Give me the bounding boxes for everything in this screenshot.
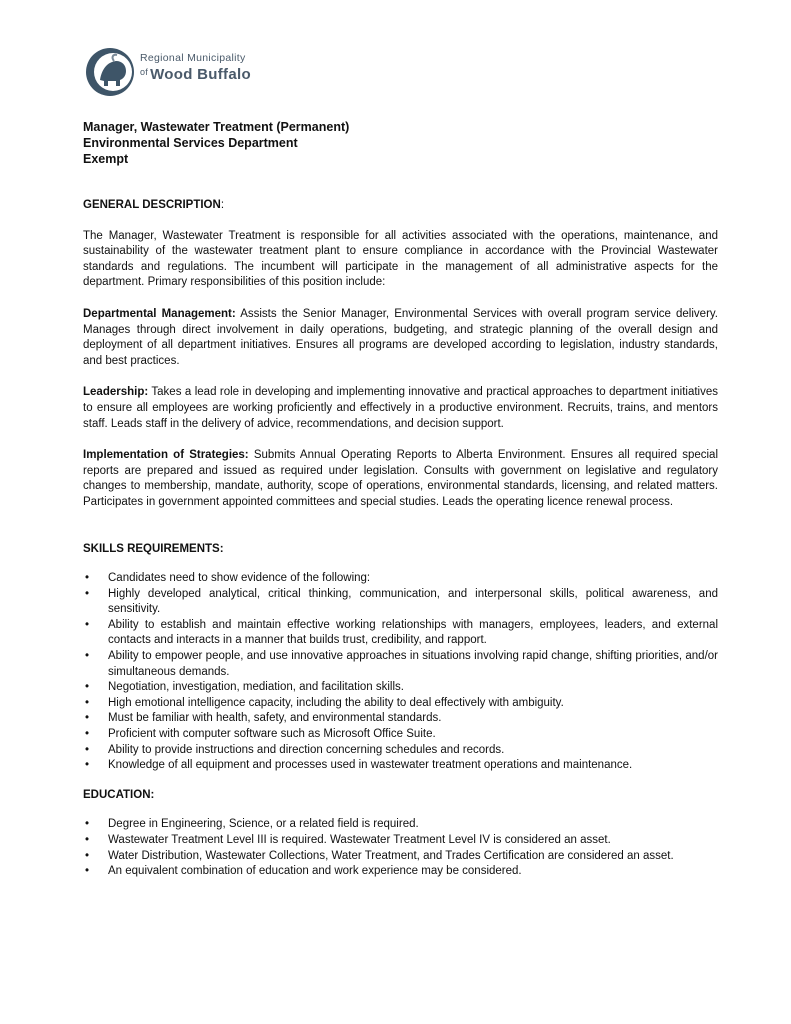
general-description-heading: GENERAL DESCRIPTION: — [83, 199, 225, 211]
logo-of: of — [140, 66, 149, 77]
education-list — [83, 817, 718, 879]
list-item: • Ability to establish and maintain effective working relationships with managers, employees, leaders, and external contacts and interacts in a manner that builds trust, credibility, and rapport. — [83, 618, 718, 649]
municipality-logo — [84, 44, 284, 100]
education-heading: EDUCATION: — [83, 788, 155, 801]
paragraph-departmental-management: Departmental Management: Assists the Senior Manager, Environmental Services with overall program service delivery. Manages through direct involvement in daily operations, budgeting, and strategic planning of the overall design and deployment of all department initiatives. Ensures all programs are developed according to legislation, industry standards, and best practices. — [83, 307, 718, 367]
skills-list — [83, 571, 718, 774]
employment-status: Exempt — [83, 152, 129, 166]
logo-line-2: Wood Buffalo — [150, 65, 251, 83]
paragraph-implementation-of-strategies: Implementation of Strategies: Submits Annual Operating Reports to Alberta Environment. Ensures all required special reports are prepared and issued as required under legislation. Consults with government on legislative and regulatory changes to membership, mandate, authority, scope of operations, environmental standards, licensing, and related matters. Participates in government appointed committees and special studies. Leads the operating licence renewal process. — [83, 449, 718, 508]
list-item: • High emotional intelligence capacity, including the ability to deal effectively with ambiguity. — [83, 696, 718, 712]
list-item: • Wastewater Treatment Level III is required. Wastewater Treatment Level IV is considered an asset. — [83, 833, 718, 849]
general-intro: The Manager, Wastewater Treatment is responsible for all activities associated with the operations, maintenance, and sustainability of the wastewater treatment plant to ensure compliance in accordance with the Provincial Wastewater standards and regulations. The incumbent will participate in the management of all administrative aspects for the department. Primary responsibilities of this position include: — [83, 229, 718, 289]
list-item: • Negotiation, investigation, mediation, and facilitation skills. — [83, 680, 718, 696]
list-item: • Highly developed analytical, critical thinking, communication, and interpersonal skills, political awareness, and sensitivity. — [83, 587, 718, 618]
logo-line-1: Regional Municipality — [140, 52, 246, 64]
list-item: • Ability to empower people, and use innovative approaches in situations involving rapid change, shifting priorities, and/or simultaneous demands. — [83, 649, 718, 680]
list-item: • Proficient with computer software such as Microsoft Office Suite. — [83, 727, 718, 743]
paragraph-leadership: Leadership: Takes a lead role in developing and implementing innovative and practical approaches to department initiatives to ensure all employees are working proficiently and effectively in a productive environment. Recruits, trains, and mentors staff. Leads staff in the delivery of advice, recommendations, and decision support. — [83, 386, 718, 430]
list-item: • Knowledge of all equipment and processes used in wastewater treatment operations and maintenance. — [83, 758, 718, 774]
title-block — [83, 119, 718, 167]
bison-emblem-icon — [84, 44, 136, 100]
list-item: • Degree in Engineering, Science, or a related field is required. — [83, 817, 718, 833]
department-name: Environmental Services Department — [83, 136, 298, 150]
list-item: • Candidates need to show evidence of the following: — [83, 571, 718, 587]
list-item: • Water Distribution, Wastewater Collections, Water Treatment, and Trades Certification are considered an asset. — [83, 849, 718, 865]
list-item: • An equivalent combination of education and work experience may be considered. — [83, 864, 718, 880]
job-title: Manager, Wastewater Treatment (Permanent) — [83, 120, 350, 134]
document-body — [83, 119, 718, 880]
skills-requirements-heading: SKILLS REQUIREMENTS: — [83, 542, 224, 555]
list-item: • Ability to provide instructions and direction concerning schedules and records. — [83, 743, 718, 759]
list-item: • Must be familiar with health, safety, and environmental standards. — [83, 711, 718, 727]
